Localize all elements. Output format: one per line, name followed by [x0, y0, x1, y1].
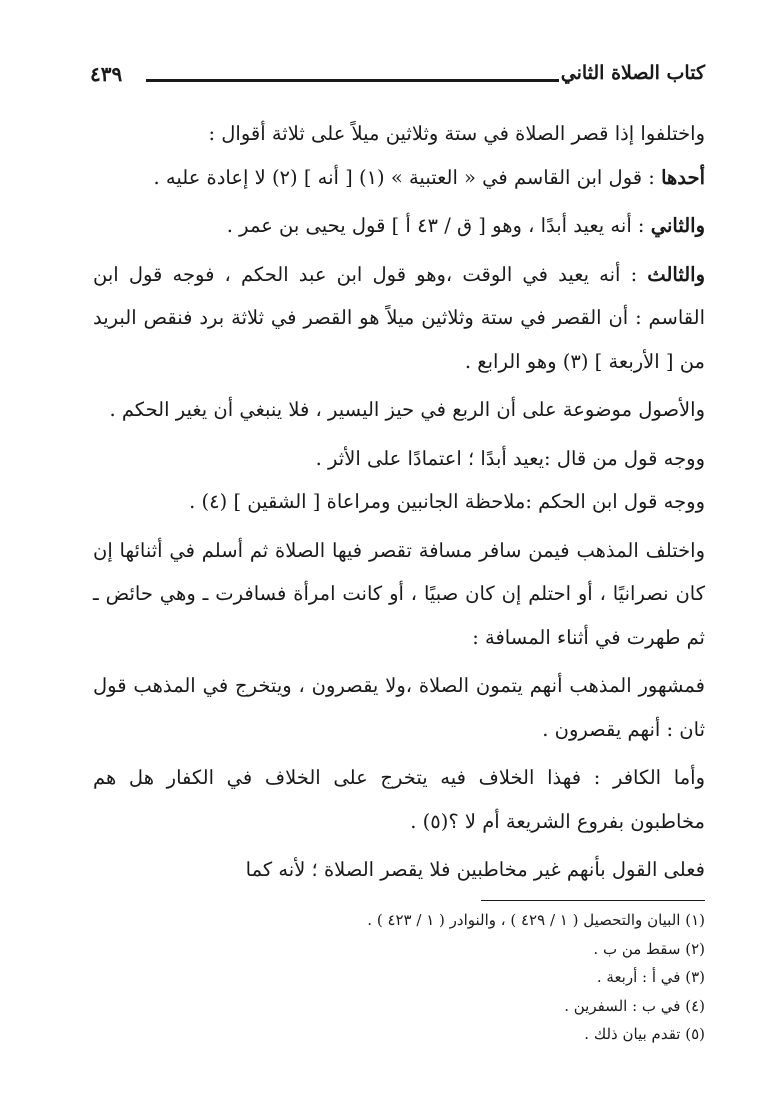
running-header — [90, 58, 705, 94]
paragraph-lead: والثالث — [647, 262, 705, 286]
paragraph-text: : قول ابن القاسم في « العتبية » (١) [ أنه ] (٢) لا إعادة عليه . — [153, 165, 655, 189]
paragraph — [93, 156, 705, 200]
paragraph-text: : أنه يعيد في الوقت ،وهو قول ابن عبد الحكم ، فوجه قول ابن القاسم : أن القصر في ستة وثلاثين ميلاً هو القصر في ثلاثة برد فنقص البريد من [ الأربعة ] (٣) وهو الرابع . — [93, 262, 705, 373]
paragraph-text: : أنه يعيد أبدًا ، وهو [ ق / ٤٣ أ ] قول يحيى بن عمر . — [226, 214, 645, 237]
paragraph — [93, 253, 705, 384]
paragraph — [93, 204, 705, 248]
paragraph-text: فعلى القول بأنهم غير مخاطبين فلا يقصر الصلاة ؛ لأنه كما — [245, 858, 705, 881]
paragraph-lead: أحدها — [661, 165, 705, 189]
paragraph — [93, 848, 705, 892]
book-title: كتاب الصلاة الثاني — [560, 62, 705, 84]
footnote: (٢) سقط من ب . — [593, 939, 705, 958]
footnote-separator — [481, 900, 705, 901]
paragraph — [93, 388, 705, 432]
paragraph — [93, 664, 705, 751]
page-number: ٤٣٩ — [90, 62, 123, 86]
paragraph — [93, 112, 705, 156]
paragraph-text: واختلفوا إذا قصر الصلاة في ستة وثلاثين ميلاً على ثلاثة أقوال : — [208, 122, 705, 145]
footnote: (١) البيان والتحصيل ( ١ / ٤٢٩ ) ، والنوادر ( ١ / ٤٢٣ ) . — [367, 911, 705, 929]
paragraph — [93, 480, 705, 524]
paragraph-text: والأصول موضوعة على أن الربع في حيز اليسير ، فلا ينبغي أن يغير الحكم . — [109, 398, 705, 421]
footnotes — [93, 906, 705, 1049]
footnote: (٣) في أ : أربعة . — [596, 968, 705, 986]
paragraph-text: فمشهور المذهب أنهم يتمون الصلاة ،ولا يقصرون ، ويتخرج في المذهب قول ثان : أنهم يقصرون . — [93, 674, 705, 741]
paragraph-text: وأما الكافر : فهذا الخلاف فيه يتخرج على الخلاف في الكفار هل هم مخاطبون بفروع الشريعة أم لا ؟(٥) . — [93, 766, 705, 833]
footnote: (٤) في ب : السفرين . — [564, 996, 705, 1015]
footnote: (٥) تقدم بيان ذلك . — [584, 1025, 705, 1043]
body-text — [93, 112, 705, 892]
paragraph-text: واختلف المذهب فيمن سافر مسافة تقصر فيها الصلاة ثم أسلم في أثنائها إن كان نصرانيًا ، أو احتلم إن كان صبيًا ، أو كانت امرأة فسافرت ـ وهي حائض ـ ثم طهرت في أثناء المسافة : — [93, 538, 705, 649]
paragraph — [93, 437, 705, 481]
paragraph-text: ووجه قول ابن الحكم :ملاحظة الجانبين ومراعاة [ الشقين ] (٤) . — [189, 490, 705, 513]
paragraph-lead: والثاني — [650, 214, 705, 237]
paragraph — [93, 756, 705, 843]
paragraph — [93, 529, 705, 660]
paragraph-text: ووجه قول من قال :يعيد أبدًا ؛ اعتمادًا على الأثر . — [315, 446, 705, 470]
header-rule — [146, 79, 559, 82]
